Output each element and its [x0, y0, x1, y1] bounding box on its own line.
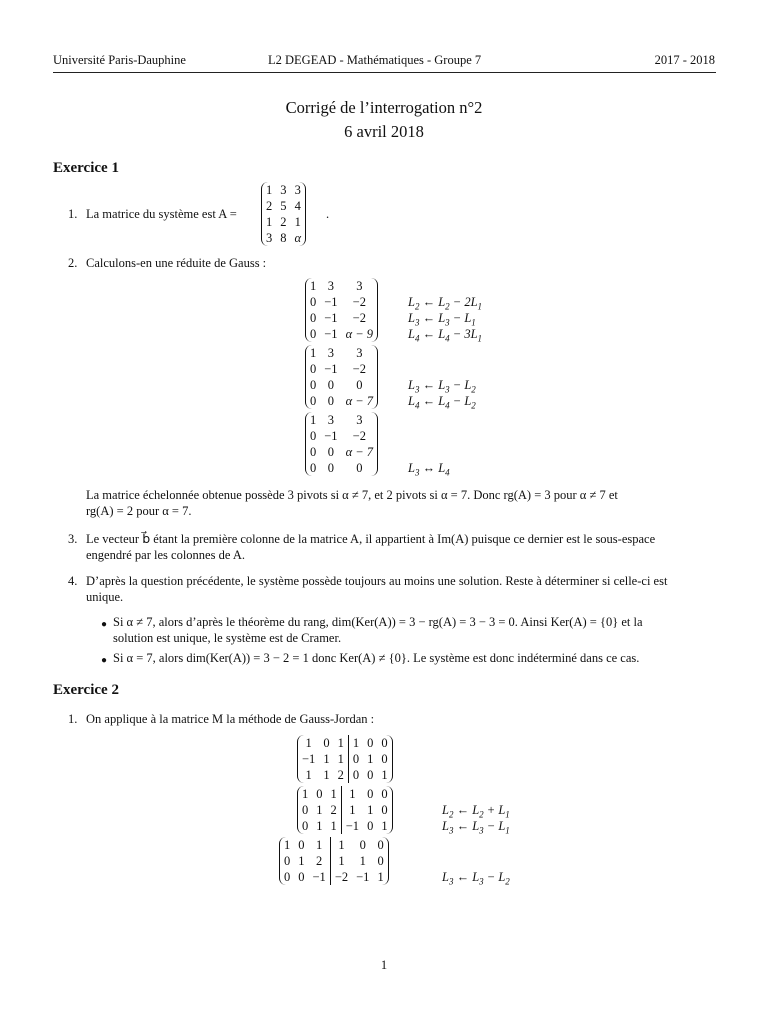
matrix-cell: 1 [352, 736, 360, 750]
row-operation: $L_3$ ← $L_3 - L_1$ [442, 819, 510, 836]
matrix-cell: 0 [381, 736, 388, 750]
matrix-cell: −1 [324, 429, 338, 443]
ex1-q3-line2: engendré par les colonnes de A. [86, 548, 245, 562]
matrix-cell: 1 [316, 803, 323, 817]
gauss-jordan-step-2 [298, 786, 392, 834]
matrix-cell: α − 7 [345, 445, 374, 459]
ex1-q2-text: Calculons-en une réduite de Gauss : [86, 256, 267, 270]
gauss-step-2-ops [408, 345, 476, 409]
matrix-cell: 1 [323, 768, 330, 782]
matrix-cell: 0 [298, 870, 305, 884]
matrix-cell: 0 [310, 394, 317, 408]
matrix-cell: α [294, 231, 302, 245]
matrix-cell: 1 [349, 787, 356, 801]
matrix-cell: 5 [280, 199, 287, 213]
matrix-cell: 1 [338, 854, 345, 868]
ex1-q4-line1: D’après la question précédente, le système possède toujours au moins une solution. Reste à déterminer si celle-ci est [86, 574, 668, 588]
matrix-cell: 3 [327, 413, 335, 427]
matrix-cell: 0 [327, 394, 335, 408]
ex1-q1-text: La matrice du système est A = [86, 207, 237, 221]
ex1-q4-line2: unique. [86, 590, 124, 604]
matrix-row [298, 751, 392, 767]
gauss-step-1-ops [408, 278, 482, 342]
row-operation [408, 444, 450, 460]
gauss-step-3-table [306, 412, 377, 476]
matrix-cell: 0 [367, 819, 374, 833]
matrix-cell: 1 [381, 768, 388, 782]
matrix-cell: 0 [381, 752, 388, 766]
row-operation [408, 412, 450, 428]
matrix-row [298, 818, 392, 834]
ex1-q2-conclusion-line2: rg(A) = 2 pour α = 7. [86, 504, 192, 518]
matrix-row [306, 278, 377, 294]
ex1-bullet-2: Si α = 7, alors dim(Ker(A)) = 3 − 2 = 1 donc Ker(A) ≠ {0}. Le système est donc indéterminé dans ce cas. [113, 651, 640, 665]
matrix-cell: 1 [334, 751, 349, 767]
matrix-row [306, 428, 377, 444]
matrix-cell: 1 [310, 346, 317, 360]
matrix-cell: 0 [310, 378, 317, 392]
matrix-A-period: . [326, 207, 330, 221]
matrix-cell: 0 [310, 327, 317, 341]
page-title: Corrigé de l’interrogation n°2 [285, 98, 483, 117]
matrix-cell: 1 [316, 819, 323, 833]
matrix-cell: −1 [309, 869, 331, 885]
row-operation [442, 853, 510, 869]
matrix-row [298, 735, 392, 751]
matrix-cell: −2 [352, 429, 366, 443]
matrix-cell: 1 [349, 803, 356, 817]
bullet-icon: ● [101, 655, 108, 666]
row-operation: $L_3$ ← $L_3 - L_2$ [408, 378, 476, 395]
matrix-cell: 1 [338, 838, 345, 852]
matrix-cell: 1 [266, 215, 273, 229]
matrix-cell: 1 [367, 752, 374, 766]
matrix-cell: 0 [381, 803, 388, 817]
matrix-cell: 0 [327, 378, 335, 392]
exercise-2-heading: Exercice 2 [53, 682, 119, 698]
header-year: 2017 - 2018 [654, 53, 715, 67]
row-operation: $L_4$ ← $L_4 - L_2$ [408, 394, 476, 411]
matrix-cell: −1 [302, 752, 316, 766]
row-operation [408, 361, 476, 377]
matrix-cell: 0 [310, 311, 317, 325]
matrix-cell: 2 [280, 215, 287, 229]
row-operation [442, 837, 510, 853]
matrix-cell: 0 [377, 854, 384, 868]
bullet-icon: ● [101, 619, 108, 630]
matrix-cell: 0 [298, 838, 305, 852]
row-operation [408, 428, 450, 444]
matrix-cell: 0 [377, 838, 384, 852]
matrix-cell: 0 [327, 445, 335, 459]
ex1-bullet-1-line2: solution est unique, le système est de Cramer. [113, 631, 342, 645]
matrix-cell: 1 [294, 215, 301, 229]
matrix-cell: 0 [310, 461, 317, 475]
matrix-row [298, 786, 392, 802]
row-operation [442, 786, 510, 802]
matrix-row [306, 326, 377, 342]
matrix-cell: 0 [284, 870, 291, 884]
ex1-q2-number: 2. [68, 256, 78, 270]
row-operation: $L_4$ ← $L_4 - 3L_1$ [408, 327, 483, 344]
matrix-cell: 1 [305, 768, 312, 782]
matrix-row [280, 869, 388, 885]
header-rule [53, 72, 716, 73]
matrix-cell: −1 [356, 870, 370, 884]
matrix-cell: 0 [302, 819, 309, 833]
matrix-cell: −1 [324, 295, 338, 309]
gauss-jordan-step-3-table [280, 837, 388, 885]
matrix-row [306, 361, 377, 377]
matrix-row [306, 444, 377, 460]
row-operation [408, 278, 482, 294]
ex2-q1-number: 1. [68, 712, 78, 726]
matrix-cell: 1 [302, 787, 309, 801]
gauss-step-1-table [306, 278, 377, 342]
matrix-row [306, 294, 377, 310]
header-institution: Université Paris-Dauphine [53, 53, 186, 67]
row-operation: $L_2$ ← $L_2 + L_1$ [442, 803, 510, 820]
matrix-row [298, 767, 392, 783]
matrix-cell: 0 [352, 768, 360, 782]
ex1-q2-conclusion-line1: La matrice échelonnée obtenue possède 3 pivots si α ≠ 7, et 2 pivots si α = 7. Donc rg(A) = 3 pour α ≠ 7 et [86, 488, 618, 502]
matrix-cell: 0 [356, 378, 363, 392]
matrix-cell: 3 [356, 413, 363, 427]
matrix-cell: 3 [294, 183, 301, 197]
matrix-cell: 1 [266, 183, 273, 197]
matrix-cell: 0 [310, 295, 317, 309]
matrix-cell: 1 [381, 819, 388, 833]
page-date: 6 avril 2018 [344, 122, 424, 141]
matrix-cell: 0 [359, 838, 366, 852]
ex2-q1-text: On applique à la matrice M la méthode de Gauss-Jordan : [86, 712, 375, 726]
matrix-cell: 0 [284, 854, 291, 868]
matrix-cell: α − 9 [345, 327, 374, 341]
matrix-row [306, 412, 377, 428]
matrix-cell: 0 [310, 445, 317, 459]
matrix-cell: −2 [352, 295, 366, 309]
ex1-q4-number: 4. [68, 574, 78, 588]
matrix-cell: 1 [327, 786, 342, 802]
gauss-jordan-step-3-ops [442, 837, 510, 885]
matrix-cell: 2 [309, 853, 331, 869]
matrix-cell: 0 [367, 787, 374, 801]
matrix-cell: 2 [266, 199, 273, 213]
matrix-cell: −2 [352, 311, 366, 325]
exercise-1-heading: Exercice 1 [53, 160, 119, 176]
row-operation: $L_3$ ↔ $L_4$ [408, 461, 450, 478]
matrix-cell: 0 [310, 429, 317, 443]
matrix-cell: −1 [324, 362, 338, 376]
matrix-cell: 3 [327, 346, 335, 360]
gauss-jordan-step-1 [298, 735, 392, 783]
matrix-cell: 0 [367, 736, 374, 750]
matrix-row [280, 837, 388, 853]
matrix-cell: 1 [377, 870, 384, 884]
matrix-cell: 1 [367, 803, 374, 817]
matrix-cell: 0 [367, 768, 374, 782]
matrix-cell: α − 7 [345, 394, 374, 408]
matrix-cell: 3 [327, 279, 335, 293]
row-operation: $L_3$ ← $L_3 - L_1$ [408, 311, 476, 328]
gauss-jordan-step-1-table [298, 735, 392, 783]
gauss-step-1 [306, 278, 377, 342]
matrix-row [306, 310, 377, 326]
matrix-cell: 8 [280, 231, 287, 245]
matrix-A [262, 182, 305, 246]
matrix-cell: 1 [298, 854, 305, 868]
row-operation: $L_2$ ← $L_2 - 2L_1$ [408, 295, 483, 312]
matrix-cell: −1 [345, 819, 360, 833]
matrix-cell: 4 [294, 199, 301, 213]
matrix-cell: 1 [323, 752, 330, 766]
matrix-cell: 3 [356, 346, 363, 360]
matrix-cell: −1 [324, 327, 338, 341]
matrix-cell: −2 [352, 362, 366, 376]
ex1-q1-number: 1. [68, 207, 78, 221]
matrix-cell: 0 [310, 362, 317, 376]
matrix-cell: 2 [334, 767, 349, 783]
matrix-cell: 2 [327, 802, 342, 818]
matrix-row [306, 393, 377, 409]
gauss-step-2-table [306, 345, 377, 409]
matrix-row [306, 377, 377, 393]
matrix-cell: 1 [310, 279, 317, 293]
matrix-cell: 0 [316, 787, 323, 801]
ex1-bullet-1-line1: Si α ≠ 7, alors d’après le théorème du rang, dim(Ker(A)) = 3 − rg(A) = 3 − 3 = 0. Ainsi Ker(A) = {0} et la [113, 615, 643, 629]
gauss-step-3-ops [408, 412, 450, 476]
row-operation [408, 345, 476, 361]
matrix-cell: 3 [356, 279, 363, 293]
matrix-cell: 1 [310, 413, 317, 427]
ex1-q3-number: 3. [68, 532, 78, 546]
matrix-cell: 1 [309, 837, 331, 853]
matrix-cell: 1 [284, 838, 291, 852]
matrix-cell: −1 [324, 311, 338, 325]
matrix-row [280, 853, 388, 869]
page-number: 1 [380, 958, 388, 972]
ex1-q3-line1: Le vecteur b⃗ étant la première colonne de la matrice A, il appartient à Im(A) puisque ce dernier est le sous-espace [86, 532, 656, 546]
matrix-cell: 0 [381, 787, 388, 801]
matrix-cell: −2 [334, 870, 349, 884]
gauss-jordan-step-2-table [298, 786, 392, 834]
matrix-row [306, 460, 377, 476]
row-operation: $L_3$ ← $L_3 - L_2$ [442, 870, 510, 887]
matrix-cell: 0 [356, 461, 363, 475]
matrix-cell: 0 [302, 803, 309, 817]
gauss-step-3 [306, 412, 377, 476]
matrix-cell: 1 [359, 854, 366, 868]
matrix-cell: 0 [352, 752, 360, 766]
matrix-cell: 0 [327, 461, 335, 475]
matrix-cell: 3 [280, 183, 287, 197]
matrix-cell: 1 [305, 736, 312, 750]
matrix-cell: 1 [327, 818, 342, 834]
matrix-row [298, 802, 392, 818]
matrix-cell: 3 [266, 231, 273, 245]
matrix-cell: 1 [334, 735, 349, 751]
matrix-cell: 0 [323, 736, 330, 750]
gauss-jordan-step-3 [280, 837, 388, 885]
header-course: L2 DEGEAD - Mathématiques - Groupe 7 [268, 53, 482, 67]
gauss-step-2 [306, 345, 377, 409]
gauss-jordan-step-2-ops [442, 786, 510, 834]
matrix-row [306, 345, 377, 361]
